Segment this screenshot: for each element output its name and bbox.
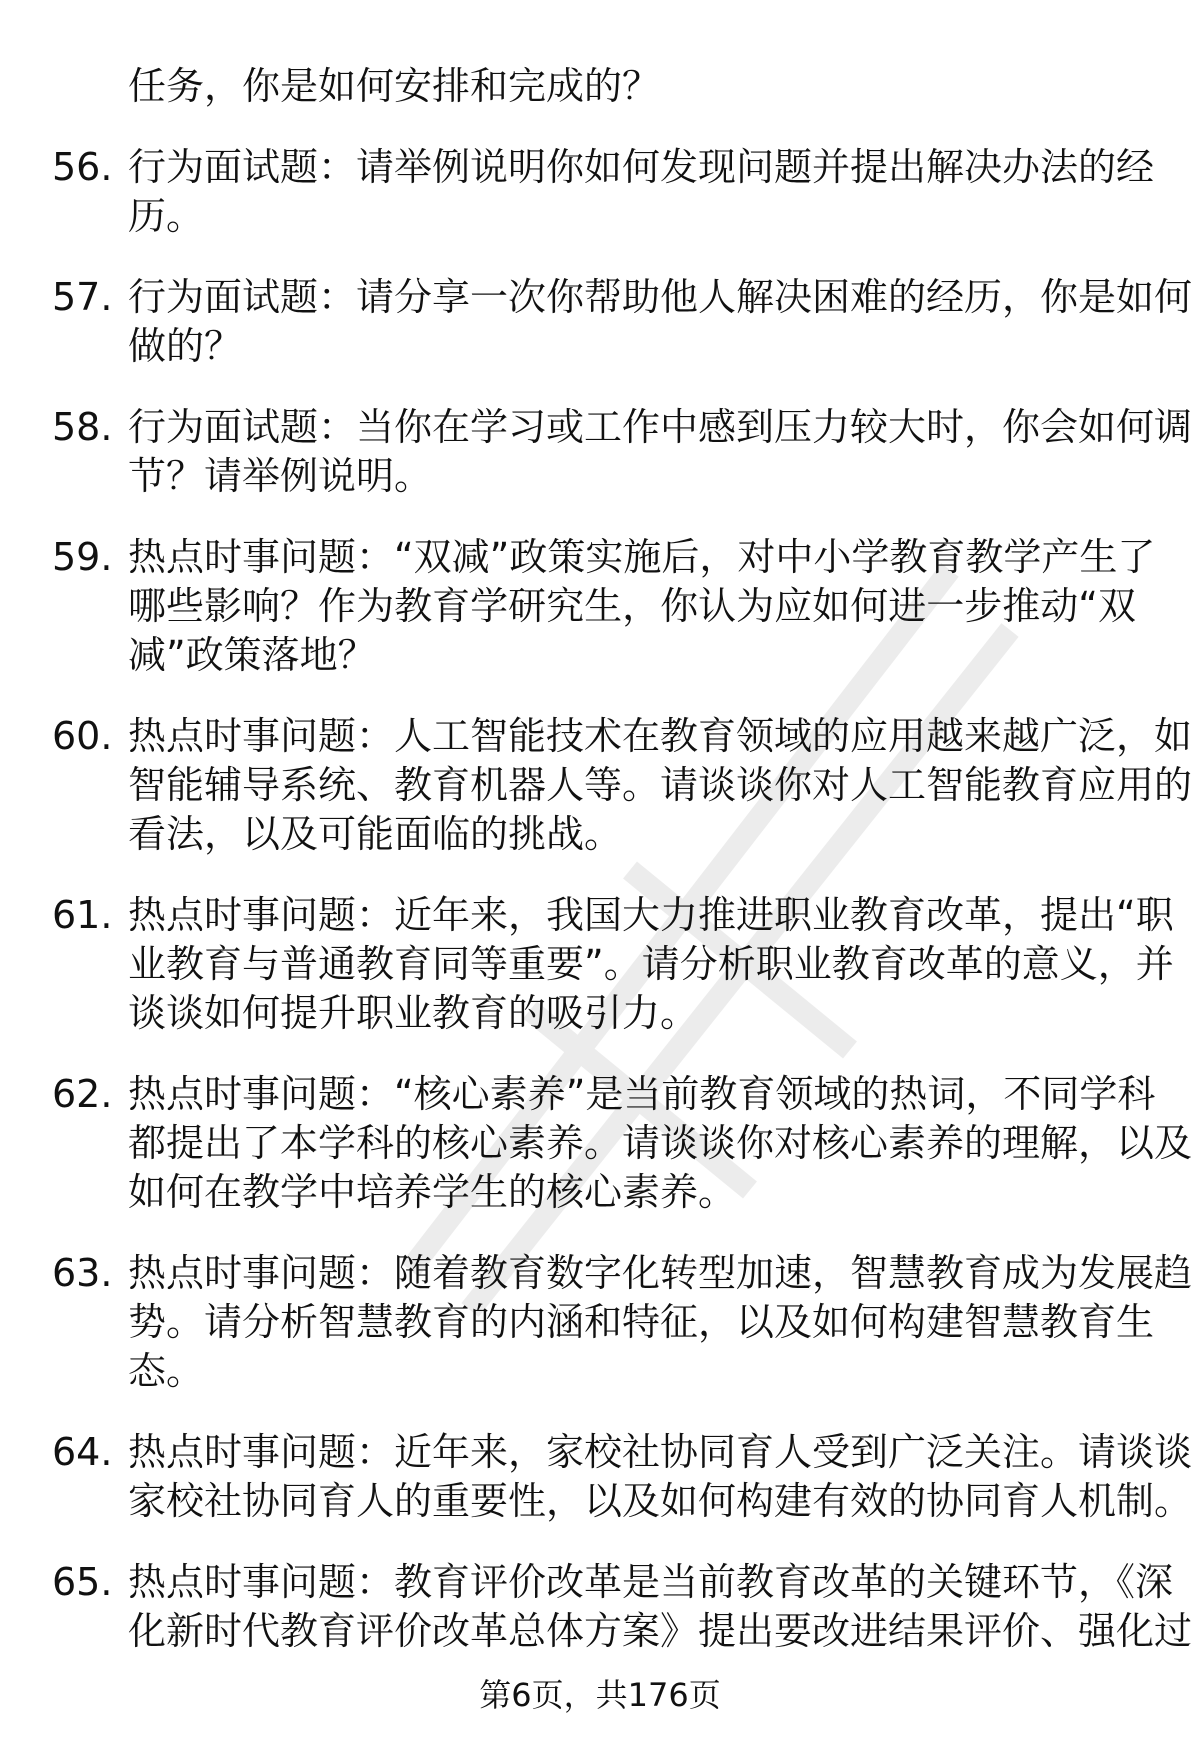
question-line: 势。请分析智慧教育的内涵和特征，以及如何构建智慧教育生	[128, 1300, 1155, 1344]
question-line: 都提出了本学科的核心素养。请谈谈你对核心素养的理解，以及	[128, 1121, 1193, 1165]
question-line: 行为面试题：请分享一次你帮助他人解决困难的经历，你是如何	[128, 275, 1193, 319]
question-line: 家校社协同育人的重要性，以及如何构建有效的协同育人机制。	[128, 1479, 1193, 1523]
question-line: 谈谈如何提升职业教育的吸引力。	[128, 991, 699, 1035]
question-number: 57.	[52, 275, 113, 319]
question-item	[0, 712, 1200, 859]
question-number: 62.	[52, 1072, 113, 1116]
question-number: 60.	[52, 714, 113, 758]
question-number: 63.	[52, 1251, 113, 1295]
question-number: 61.	[52, 893, 113, 937]
question-line: 如何在教学中培养学生的核心素养。	[128, 1170, 737, 1214]
question-item	[0, 533, 1200, 680]
question-item	[0, 273, 1200, 371]
question-number: 58.	[52, 405, 113, 449]
question-line: 行为面试题：当你在学习或工作中感到压力较大时，你会如何调	[128, 405, 1193, 449]
question-item	[0, 403, 1200, 501]
question-line: 热点时事问题：“双减”政策实施后，对中小学教育教学产生了	[128, 535, 1156, 579]
question-item	[0, 1249, 1200, 1396]
question-line: 化新时代教育评价改革总体方案》提出要改进结果评价、强化过	[128, 1609, 1193, 1653]
question-number: 56.	[52, 145, 113, 189]
question-line: 热点时事问题：人工智能技术在教育领域的应用越来越广泛，如	[128, 714, 1193, 758]
question-line: 智能辅导系统、教育机器人等。请谈谈你对人工智能教育应用的	[128, 763, 1193, 807]
question-line: 热点时事问题：“核心素养”是当前教育领域的热词，不同学科	[128, 1072, 1156, 1116]
question-line: 热点时事问题：近年来，家校社协同育人受到广泛关注。请谈谈	[128, 1430, 1193, 1474]
question-line: 行为面试题：请举例说明你如何发现问题并提出解决办法的经	[128, 145, 1155, 189]
question-item	[0, 891, 1200, 1038]
question-continuation	[0, 62, 1200, 111]
question-list	[0, 62, 1200, 1688]
question-item	[0, 1558, 1200, 1656]
question-line: 看法，以及可能面临的挑战。	[128, 812, 623, 856]
question-line: 历。	[128, 194, 205, 238]
question-item	[0, 143, 1200, 241]
question-line: 态。	[128, 1349, 205, 1393]
question-line: 业教育与普通教育同等重要”。请分析职业教育改革的意义，并	[128, 942, 1174, 986]
question-item	[0, 1070, 1200, 1217]
question-line: 哪些影响？作为教育学研究生，你认为应如何进一步推动“双	[128, 584, 1136, 628]
question-line: 热点时事问题：随着教育数字化转型加速，智慧教育成为发展趋	[128, 1251, 1193, 1295]
question-number: 64.	[52, 1430, 113, 1474]
question-item	[0, 1428, 1200, 1526]
page-number: 第6页，共176页	[479, 1676, 721, 1714]
question-number: 65.	[52, 1560, 113, 1604]
question-line: 热点时事问题：近年来，我国大力推进职业教育改革，提出“职	[128, 893, 1174, 937]
question-line: 节？请举例说明。	[128, 454, 433, 498]
question-line: 任务，你是如何安排和完成的？	[128, 64, 661, 108]
question-line: 减”政策落地？	[128, 633, 376, 677]
question-line: 做的？	[128, 324, 243, 368]
question-number: 59.	[52, 535, 113, 579]
question-line: 热点时事问题：教育评价改革是当前教育改革的关键环节，《深	[128, 1560, 1174, 1604]
